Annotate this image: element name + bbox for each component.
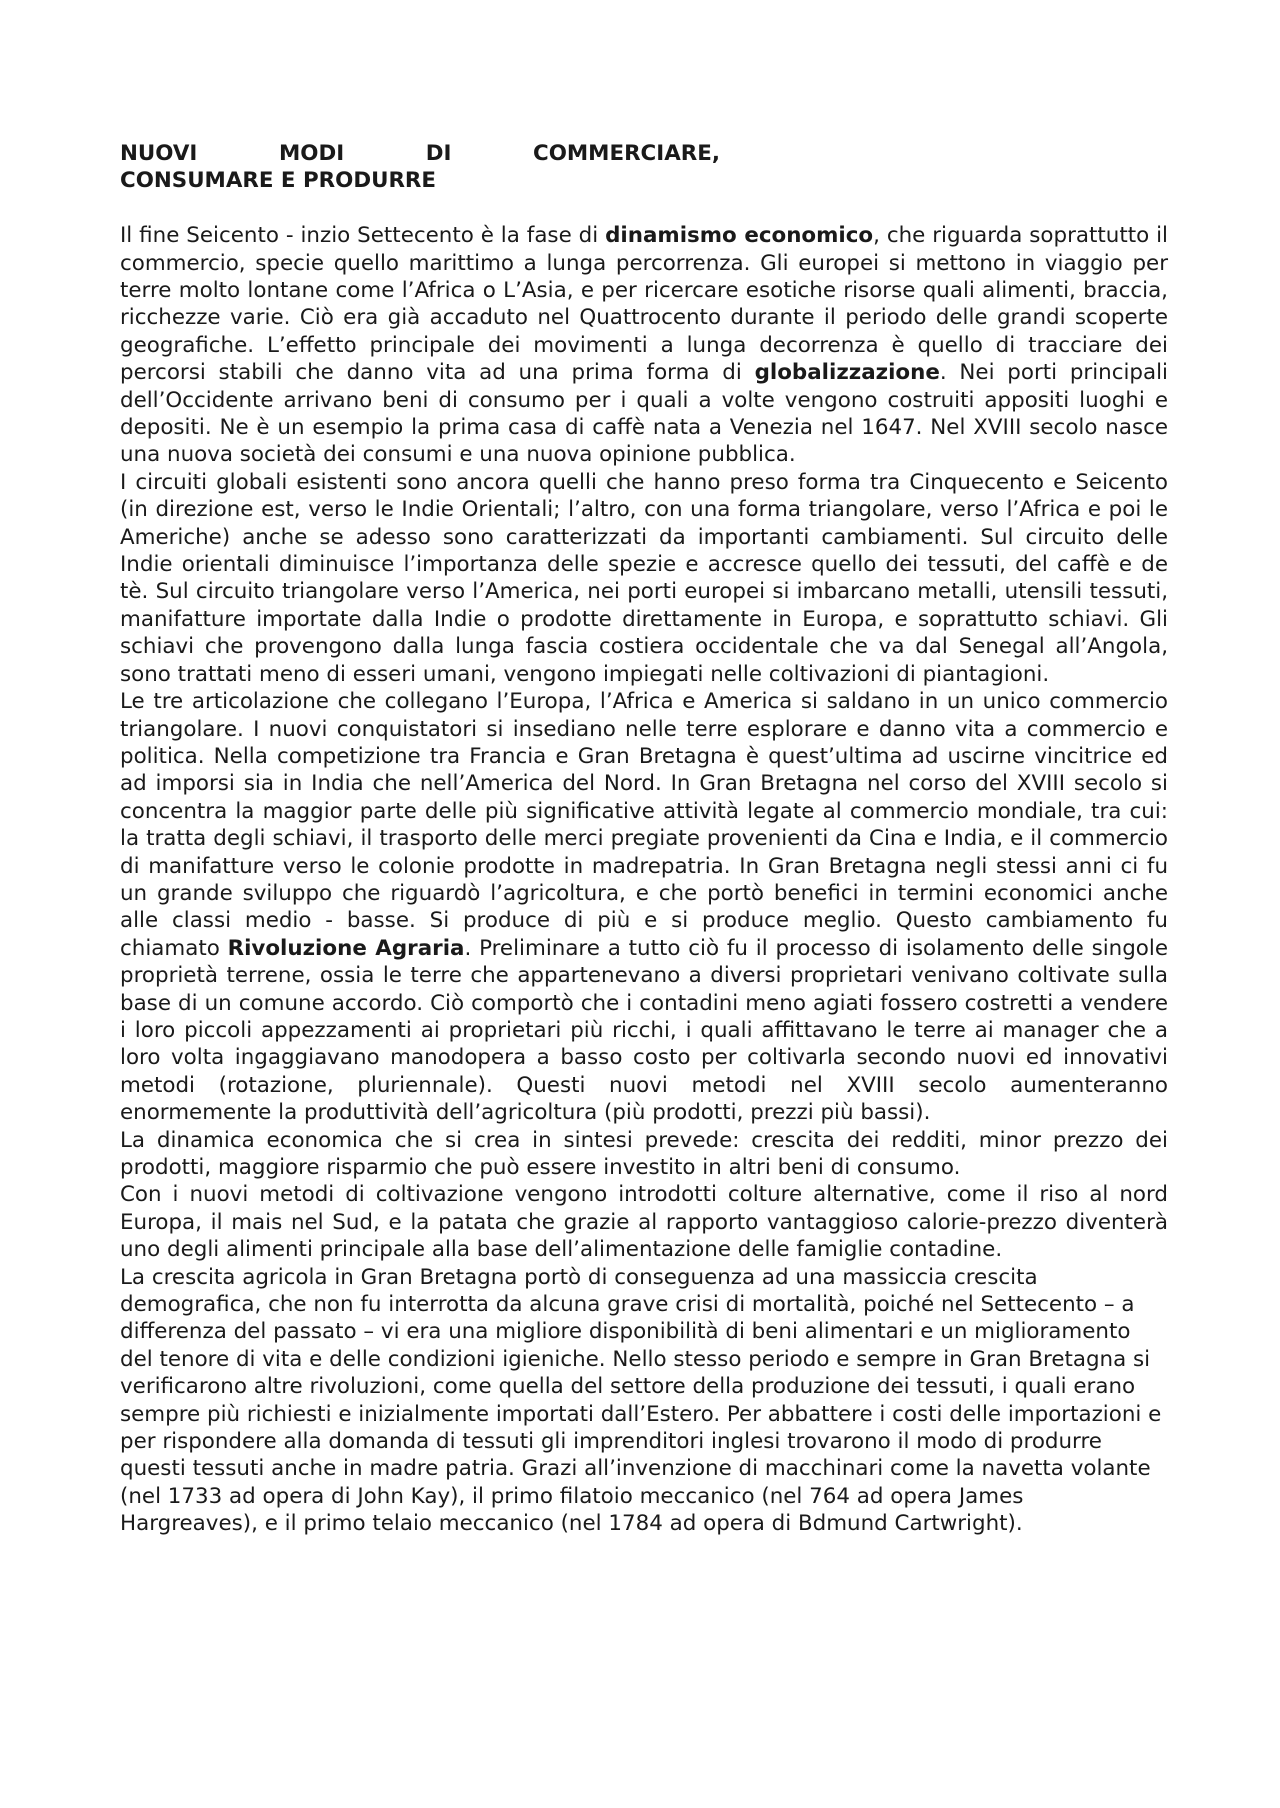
page-title bbox=[120, 140, 720, 195]
paragraph-p1 bbox=[120, 222, 1168, 469]
paragraph-p5 bbox=[120, 1181, 1168, 1263]
text-segment: . Nei porti principali dell’Occidente arrivano beni di consumo per i quali a volte vengono costruiti appositi luoghi e depositi. Ne è un esempio la prima casa di caffè nata a Venezia nel 1647. Nel XVIII secolo nasce una nuova società dei consumi e una nuova opinione pubblica. bbox=[120, 360, 1168, 468]
title-line-1 bbox=[120, 140, 720, 167]
text-segment: Le tre articolazione che collegano l’Europa, l’Africa e America si saldano in un unico commercio triangolare. I nuovi conquistatori si insediano nelle terre esplorare e danno vita a commercio e politica. Nella competizione tra Francia e Gran Bretagna è quest’ultima ad uscirne vincitrice ed ad imporsi sia in India che nell’America del Nord. In Gran Bretagna nel corso del XVIII secolo si concentra la maggior parte delle più significative attività legate al commercio mondiale, tra cui: la tratta degli schiavi, il trasporto delle merci pregiate provenienti da Cina e India, e il commercio di manifatture verso le colonie prodotte in madrepatria. In Gran Bretagna negli stessi anni ci fu un grande sviluppo che riguardò l’agricoltura, e che portò benefici in termini economici anche alle classi medio - basse. Si produce di più e si produce meglio. Questo cambiamento fu chiamato bbox=[120, 689, 1168, 961]
paragraph-p4 bbox=[120, 1127, 1168, 1182]
paragraph-p3 bbox=[120, 688, 1168, 1127]
text-segment: I circuiti globali esistenti sono ancora quelli che hanno preso forma tra Cinquecento e Seicento (in direzione est, verso le Indie Orientali; l’altro, con una forma triangolare, verso l’Africa e poi le Americhe) anche se adesso sono caratterizzati da importanti cambiamenti. Sul circuito delle Indie orientali diminuisce l’importanza delle spezie e accresce quello dei tessuti, del caffè e de tè. Sul circuito triangolare verso l’America, nei porti europei si imbarcano metalli, utensili tessuti, manifatture importate dalla Indie o prodotte direttamente in Europa, e soprattutto schiavi. Gli schiavi che provengono dalla lunga fascia costiera occidentale che va dal Senegal all’Angola, sono trattati meno di esseri umani, vengono impiegati nelle coltivazioni di piantagioni. bbox=[120, 469, 1168, 687]
title-word: COMMERCIARE, bbox=[533, 141, 720, 166]
text-segment: La dinamica economica che si crea in sintesi prevede: crescita dei redditi, minor prezzo dei prodotti, maggiore risparmio che può essere investito in altri beni di consumo. bbox=[120, 1127, 1168, 1181]
bold-term: Rivoluzione Agraria bbox=[227, 935, 465, 961]
paragraph-p2 bbox=[120, 469, 1168, 688]
bold-term: dinamismo economico bbox=[605, 223, 874, 249]
title-word: DI bbox=[425, 141, 452, 166]
text-segment: Con i nuovi metodi di coltivazione vengono introdotti colture alternative, come il riso al nord Europa, il mais nel Sud, e la patata che grazie al rapporto vantaggioso calorie-prezzo diventerà uno degli alimenti principale alla base dell’alimentazione delle famiglie contadine. bbox=[120, 1182, 1168, 1263]
paragraph-p6 bbox=[120, 1264, 1168, 1538]
text-segment: La crescita agricola in Gran Bretagna portò di conseguenza ad una massiccia crescita demografica, che non fu interrotta da alcuna grave crisi di mortalità, poiché nel Settecento – a differenza del passato – vi era una migliore disponibilità di beni alimentari e un miglioramento del tenore di vita e delle condizioni igieniche. Nello stesso periodo e sempre in Gran Bretagna si verificarono altre rivoluzioni, come quella del settore della produzione dei tessuti, i quali erano sempre più richiesti e inizialmente importati dall’Estero. Per abbattere i costi delle importazioni e per rispondere alla domanda di tessuti gli imprenditori inglesi trovarono il modo di produrre questi tessuti anche in madre patria. Grazi all’invenzione di macchinari come la navetta volante (nel 1733 ad opera di John Kay), il primo filatoio meccanico (nel 764 ad opera James Hargreaves), e il primo telaio meccanico (nel 1784 ad opera di Bdmund Cartwright). bbox=[120, 1264, 1162, 1537]
bold-term: globalizzazione bbox=[754, 360, 940, 386]
document-body bbox=[120, 140, 1168, 1538]
title-word: MODI bbox=[278, 141, 345, 166]
text-segment: , che riguarda soprattutto il commercio, specie quello marittimo a lunga percorrenza. Gli europei si mettono in viaggio per terre molto lontane come l’Africa o L’Asia, e per ricercare esotiche risorse quali alimenti, braccia, ricchezze varie. Ciò era già accaduto nel Quattrocento durante il periodo delle grandi scoperte geografiche. L’effetto principale dei movimenti a lunga decorrenza è quello di tracciare dei percorsi stabili che danno vita ad una prima forma di bbox=[120, 223, 1168, 386]
text-segment: . Preliminare a tutto ciò fu il processo di isolamento delle singole proprietà terrene, ossia le terre che appartenevano a diversi proprietari venivano coltivate sulla base di un comune accordo. Ciò comportò che i contadini meno agiati fossero costretti a vendere i loro piccoli appezzamenti ai proprietari più ricchi, i quali affittavano le terre ai manager che a loro volta ingaggiavano manodopera a basso costo per coltivarla secondo nuovi ed innovativi metodi (rotazione, pluriennale). Questi nuovi metodi nel XVIII secolo aumenteranno enormemente la produttività dell’agricoltura (più prodotti, prezzi più bassi). bbox=[120, 935, 1168, 1126]
text-segment: Il fine Seicento - inzio Settecento è la fase di bbox=[120, 223, 606, 249]
title-line-2: CONSUMARE E PRODURRE bbox=[120, 168, 437, 194]
title-word: NUOVI bbox=[120, 141, 198, 166]
